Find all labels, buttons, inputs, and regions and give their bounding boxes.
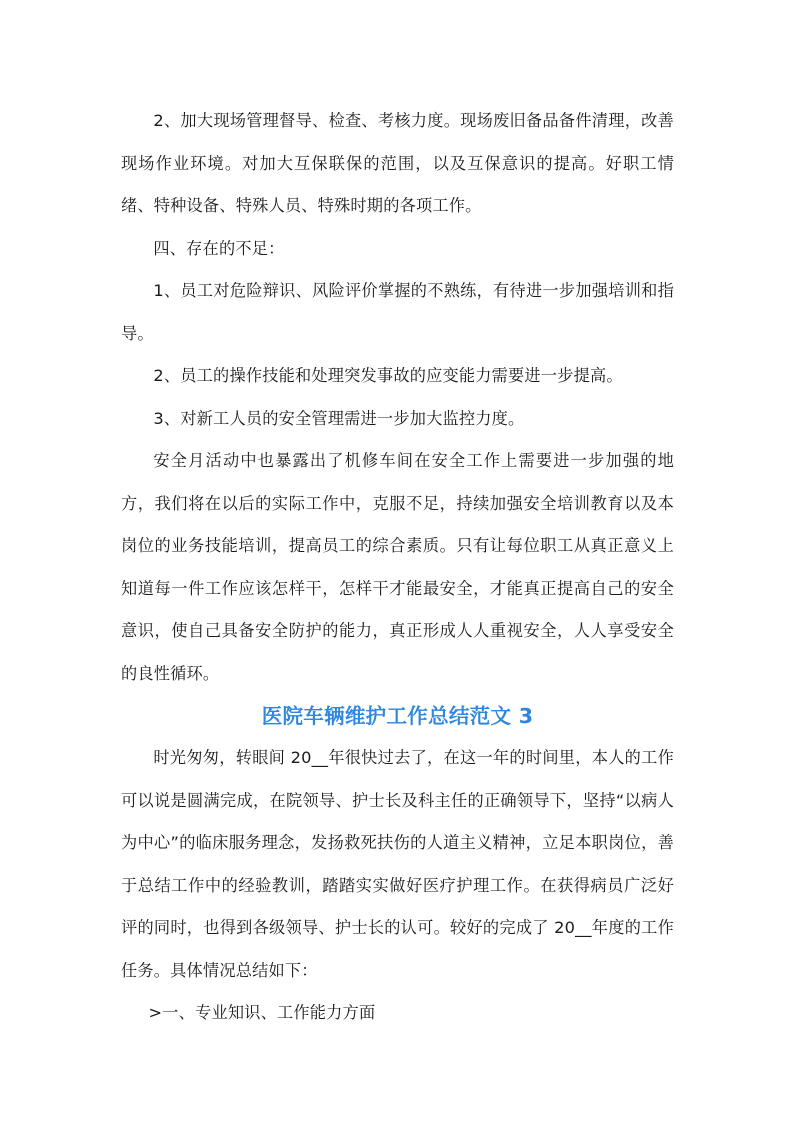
- paragraph-subheading-professional: >一、专业知识、工作能力方面: [148, 1003, 376, 1022]
- paragraph-management-item-2: 2、加大现场管理督导、检查、考核力度。现场废旧备品备件清理，改善现场作业环境。对加大互保联保的范围，以及互保意识的提高。好职工情绪、特种设备、特殊人员、特殊时期的各项工作。: [121, 111, 674, 215]
- document-body: [121, 100, 674, 1035]
- paragraph-year-summary: 时光匆匆，转眼间 20__年很快过去了，在这一年的时间里，本人的工作可以说是圆满完成，在院领导、护士长及科主任的正确领导下，坚持“以病人为中心”的临床服务理念，发扬救死扶伤的人道主义精神，立足本职岗位，善于总结工作中的经验教训，踏踏实实做好医疗护理工作。在获得病员广泛好评的同时，也得到各级领导、护士长的认可。较好的完成了 20__年度的工作任务。具体情况总结如下：: [121, 748, 674, 980]
- paragraph-shortcomings-heading: 四、存在的不足：: [153, 238, 285, 258]
- section-title: 医院车辆维护工作总结范文 3: [261, 704, 534, 728]
- paragraph-shortcoming-2: 2、员工的操作技能和处理突发事故的应变能力需要进一步提高。: [153, 366, 623, 385]
- paragraph-safety-month-summary: 安全月活动中也暴露出了机修车间在安全工作上需要进一步加强的地方，我们将在以后的实际工作中，克服不足，持续加强安全培训教育以及本岗位的业务技能培训，提高员工的综合素质。只有让每位职工从真正意义上知道每一件工作应该怎样干，怎样干才能最安全，才能真正提高自己的安全意识，使自己具备安全防护的能力，真正形成人人重视安全，人人享受安全的良性循环。: [121, 451, 674, 683]
- paragraph-shortcoming-3: 3、对新工人员的安全管理需进一步加大监控力度。: [153, 408, 525, 428]
- paragraph-shortcoming-1: 1、员工对危险辩识、风险评价掌握的不熟练，有待进一步加强培训和指导。: [121, 281, 674, 343]
